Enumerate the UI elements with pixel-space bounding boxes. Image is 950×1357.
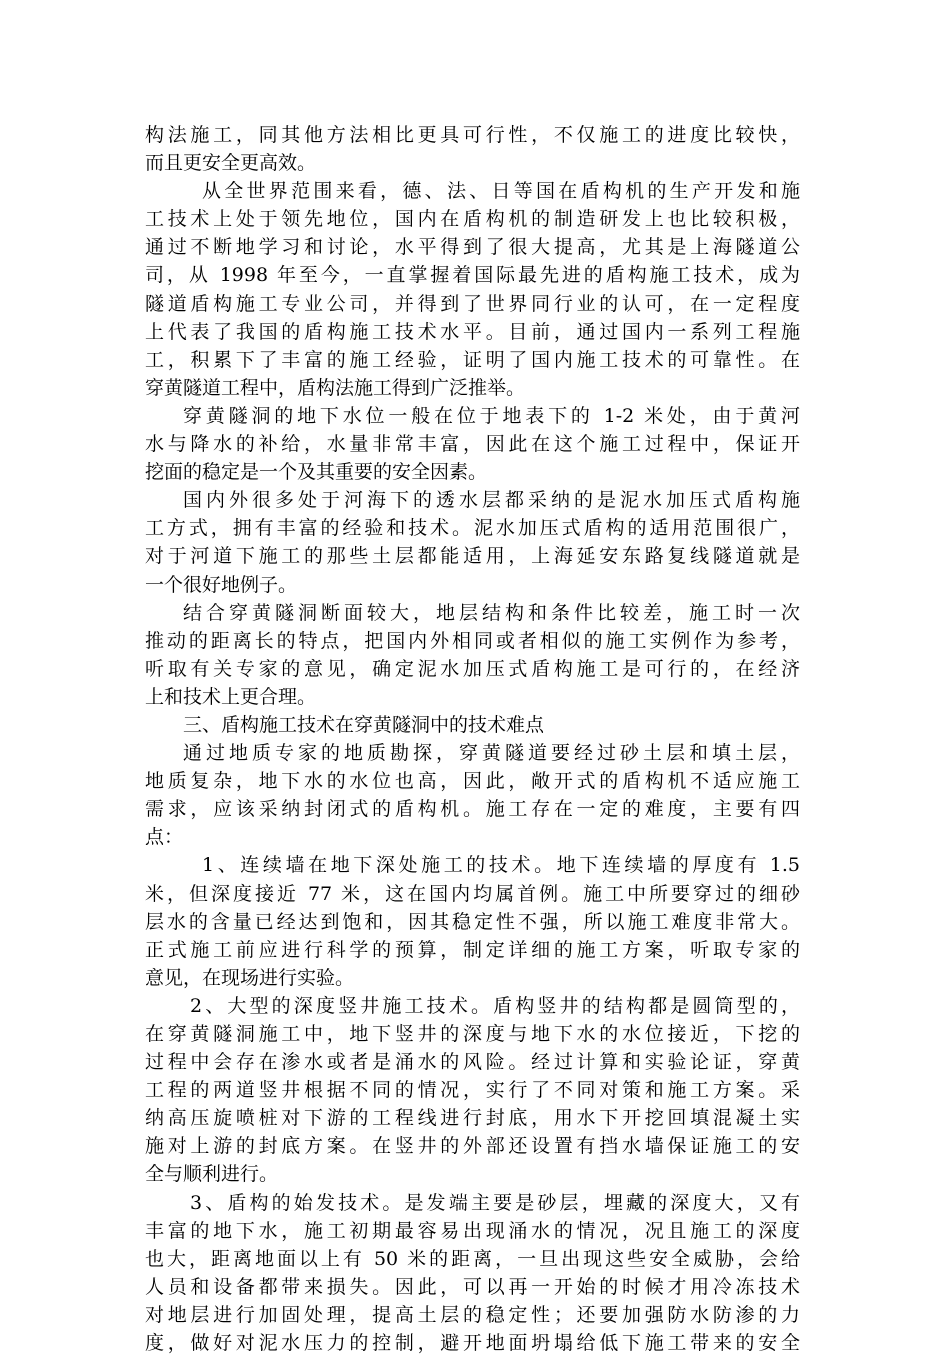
text-line: 对于河道下施工的那些土层都能适用，上海延安东路复线隧道就是 [145,545,800,568]
text-line: 构法施工，同其他方法相比更具可行性，不仅施工的进度比较快， [145,124,800,146]
text-line: 隧道盾构施工专业公司，并得到了世界同行业的认可，在一定程度 [145,292,800,315]
text-line: 工，积累下了丰富的施工经验，证明了国内施工技术的可靠性。在 [145,348,800,371]
text-line: 结合穿黄隧洞断面较大，地层结构和条件比较差，施工时一次 [183,601,800,624]
text-line: 米，但深度接近 77 米，这在国内均属首例。施工中所要穿过的细砂 [145,882,800,905]
text-line: 上代表了我国的盾构施工技术水平。目前，通过国内一系列工程施 [145,320,800,343]
text-line: 从全世界范围来看，德、法、日等国在盾构机的生产开发和施 [202,180,800,203]
text-line: 穿黄隧道工程中，盾构法施工得到广泛推举。 [145,376,526,399]
text-line: 三、盾构施工技术在穿黄隧洞中的技术难点 [183,713,545,736]
text-line: 通过不断地学习和讨论，水平得到了很大提高，尤其是上海隧道公 [145,236,800,259]
text-line: 2、大型的深度竖井施工技术。盾构竖井的结构都是圆筒型的， [190,994,800,1017]
text-line: 纳高压旋喷桩对下游的工程线进行封底，用水下开挖回填混凝土实 [145,1107,800,1130]
text-line: 听取有关专家的意见，确定泥水加压式盾构施工是可行的，在经济 [145,657,800,680]
text-line: 需求，应该采纳封闭式的盾构机。施工存在一定的难度，主要有四 [145,798,800,821]
text-line: 丰富的地下水，施工初期最容易出现涌水的情况，况且施工的深度 [145,1219,800,1242]
text-line: 推动的距离长的特点，把国内外相同或者相似的施工实例作为参考， [145,629,800,652]
text-line: 司，从 1998 年至今，一直掌握着国际最先进的盾构施工技术，成为 [145,264,800,287]
text-line: 在穿黄隧洞施工中，地下竖井的深度与地下水的水位接近，下挖的 [145,1023,800,1045]
text-line: 挖面的稳定是一个及其重要的安全因素。 [145,461,488,484]
text-line: 对地层进行加固处理，提高土层的稳定性；还要加强防水防渗的力 [145,1303,800,1326]
text-line: 工技术上处于领先地位，国内在盾构机的制造研发上也比较积极， [145,208,800,231]
text-line: 施对上游的封底方案。在竖井的外部还设置有挡水墙保证施工的安 [145,1135,800,1158]
text-line: 一个很好地例子。 [145,573,298,596]
text-line: 意见，在现场进行实验。 [145,966,355,989]
text-line: 而且更安全更高效。 [145,152,317,175]
text-line: 过程中会存在渗水或者是涌水的风险。经过计算和实验论证，穿黄 [145,1051,800,1074]
body-text [145,121,800,1357]
text-line: 点： [145,826,184,849]
text-line: 层水的含量已经达到饱和，因其稳定性不强，所以施工难度非常大。 [145,910,800,933]
text-line: 工程的两道竖井根据不同的情况，实行了不同对策和施工方案。采 [145,1079,800,1102]
text-line: 也大，距离地面以上有 50 米的距离，一旦出现这些安全威胁，会给 [145,1247,800,1270]
text-line: 3、盾构的始发技术。是发端主要是砂层，埋藏的深度大，又有 [190,1191,800,1214]
text-line: 正式施工前应进行科学的预算，制定详细的施工方案，听取专家的 [145,938,800,961]
text-line: 人员和设备都带来损失。因此，可以再一开始的时候才用冷冻技术 [145,1275,800,1298]
text-line: 国内外很多处于河海下的透水层都采纳的是泥水加压式盾构施 [183,489,800,512]
text-line: 全与顺利进行。 [145,1163,279,1186]
text-line: 通过地质专家的地质勘探，穿黄隧道要经过砂土层和填土层， [183,742,800,765]
text-line: 水与降水的补给，水量非常丰富，因此在这个施工过程中，保证开 [145,433,800,456]
text-line: 工方式，拥有丰富的经验和技术。泥水加压式盾构的适用范围很广， [145,517,800,540]
text-line: 地质复杂，地下水的水位也高，因此，敞开式的盾构机不适应施工 [145,770,800,793]
text-line: 上和技术上更合理。 [145,685,317,708]
text-line: 穿黄隧洞的地下水位一般在位于地表下的 1-2 米处，由于黄河 [183,404,800,427]
text-line: 度，做好对泥水压力的控制，避开地面坍塌给低下施工带来的安全 [145,1332,800,1355]
text-line: 1、连续墙在地下深处施工的技术。地下连续墙的厚度有 1.5 [202,854,800,877]
